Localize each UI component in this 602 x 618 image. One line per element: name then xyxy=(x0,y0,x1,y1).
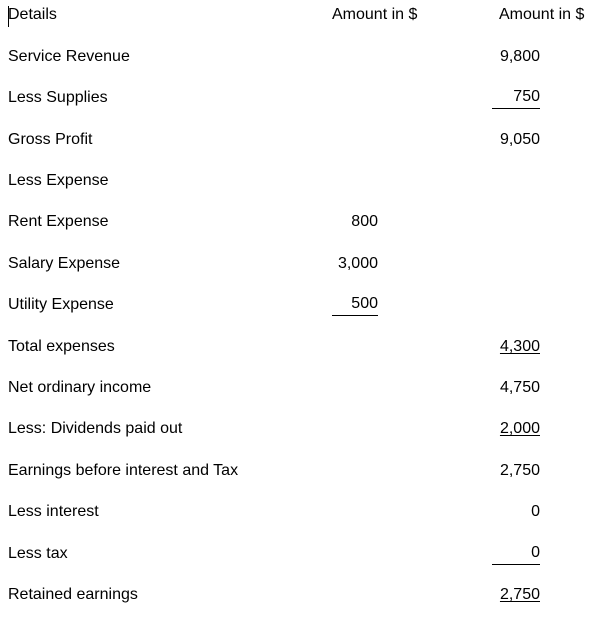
row-label: Less tax xyxy=(8,545,68,562)
row-amount-1: 500 xyxy=(332,293,378,316)
row-amount-2: 9,050 xyxy=(499,131,540,148)
row-label: Utility Expense xyxy=(8,296,114,313)
row-amount-1: 3,000 xyxy=(337,255,378,272)
row-label: Gross Profit xyxy=(8,131,93,148)
table-row xyxy=(0,376,602,400)
row-label: Service Revenue xyxy=(8,48,130,65)
table-row xyxy=(0,252,602,276)
table-row xyxy=(0,583,602,607)
table-row xyxy=(0,169,602,193)
row-amount-2: 9,800 xyxy=(499,48,540,65)
row-label: Less Expense xyxy=(8,172,109,189)
table-row xyxy=(0,542,602,566)
row-label: Net ordinary income xyxy=(8,379,152,396)
header-amount-1: Amount in $ xyxy=(332,6,418,23)
row-amount-1: 800 xyxy=(351,213,378,230)
row-label: Less: Dividends paid out xyxy=(8,420,183,437)
table-row xyxy=(0,86,602,110)
row-label: Earnings before interest and Tax xyxy=(8,462,239,479)
header-details: Details xyxy=(8,6,57,23)
row-label: Rent Expense xyxy=(8,213,109,230)
table-row xyxy=(0,417,602,441)
row-amount-2: 2,750 xyxy=(499,462,540,479)
row-amount-2: 750 xyxy=(492,86,540,109)
table-row xyxy=(0,45,602,69)
table-row xyxy=(0,335,602,359)
table-row xyxy=(0,293,602,317)
table-row xyxy=(0,500,602,524)
row-label: Total expenses xyxy=(8,338,115,355)
row-amount-2: 4,750 xyxy=(499,379,540,396)
row-amount-2: 0 xyxy=(492,542,540,565)
row-label: Less interest xyxy=(8,503,99,520)
row-label: Salary Expense xyxy=(8,255,121,272)
row-amount-2: 2,750 xyxy=(499,586,540,603)
header-amount-2: Amount in $ xyxy=(499,6,585,23)
table-row xyxy=(0,128,602,152)
row-amount-2: 2,000 xyxy=(499,420,540,437)
row-label: Retained earnings xyxy=(8,586,138,603)
row-label: Less Supplies xyxy=(8,89,108,106)
table-row xyxy=(0,210,602,234)
header-row xyxy=(0,3,602,27)
row-amount-2: 4,300 xyxy=(499,338,540,355)
table-row xyxy=(0,459,602,483)
row-amount-2: 0 xyxy=(531,503,540,520)
